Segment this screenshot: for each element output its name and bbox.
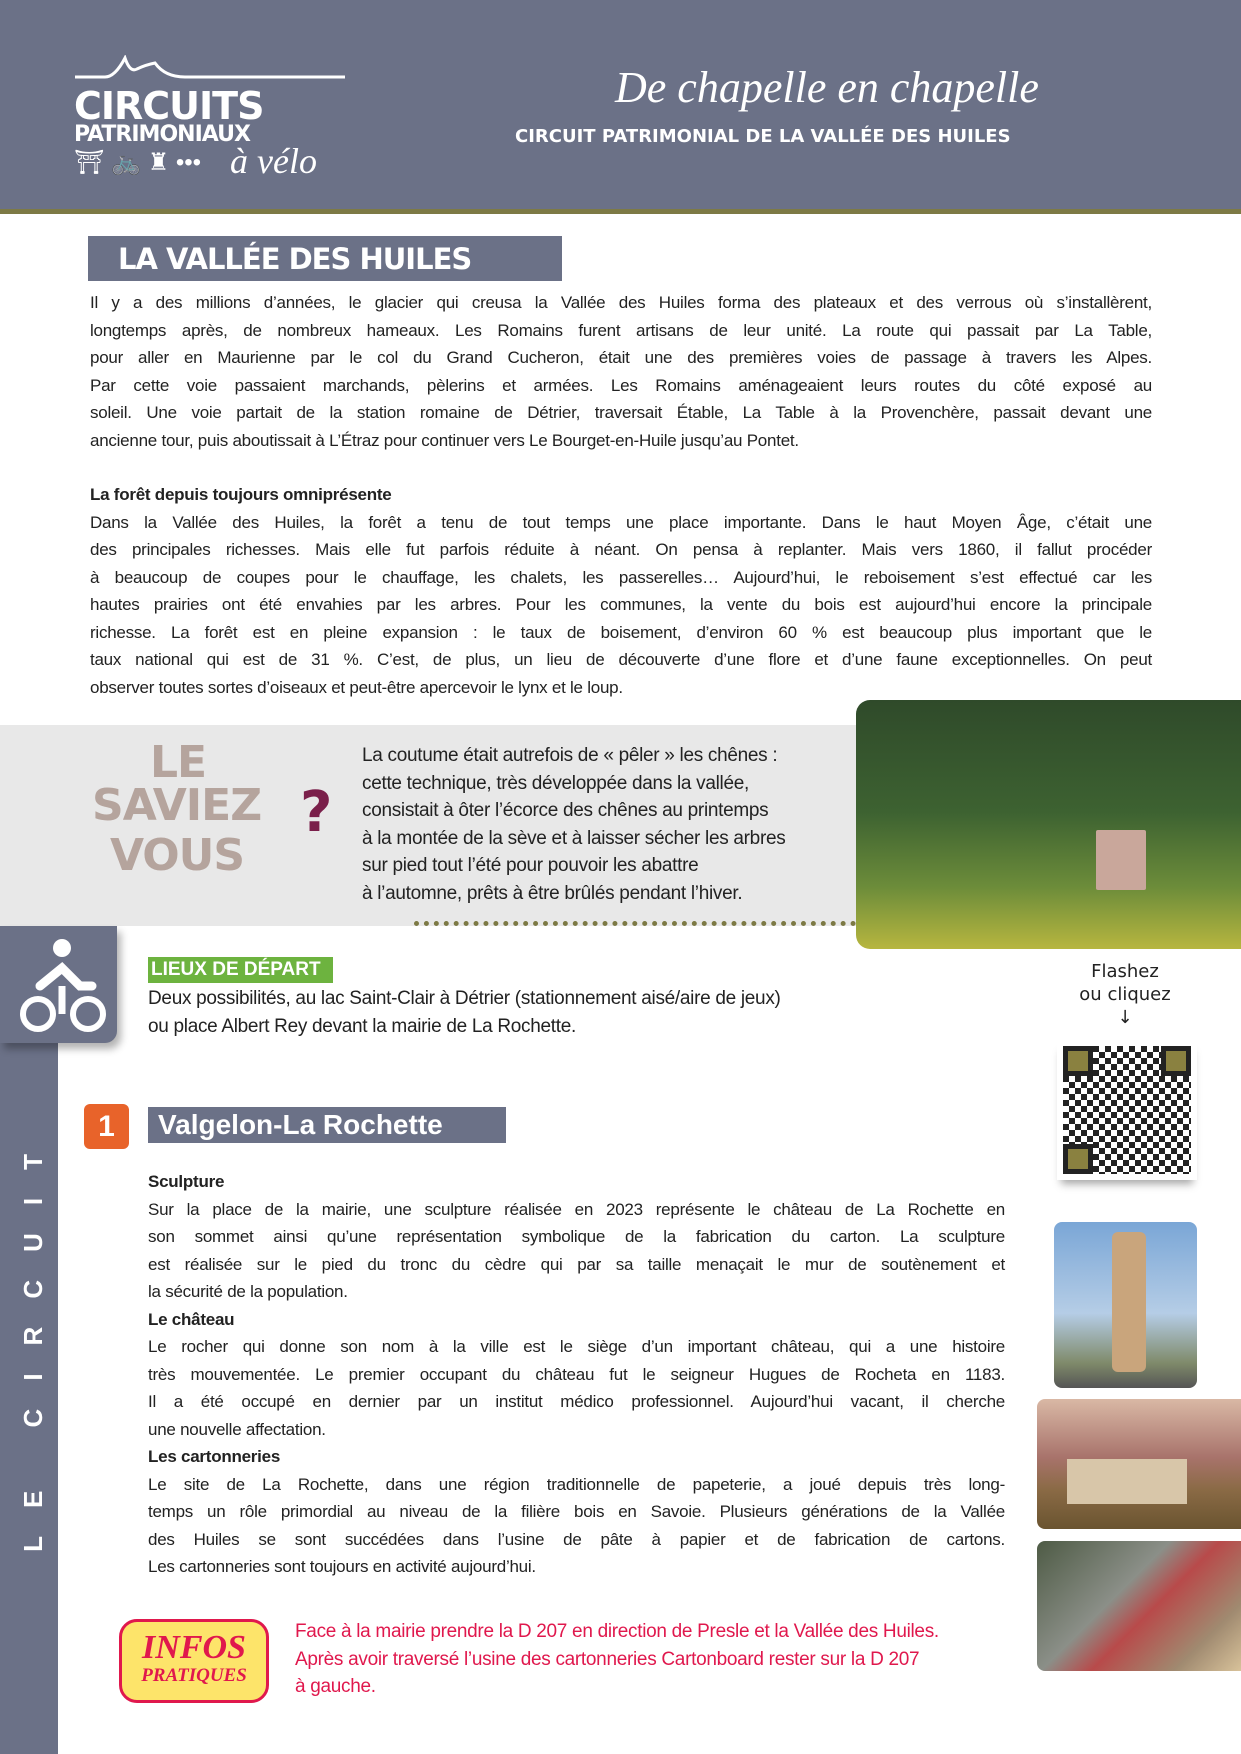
text-line: consistait à ôter l’écorce des chênes au printemps	[362, 800, 769, 821]
text-line: Après avoir traversé l’usine des cartonneries Cartonboard rester sur la D 207	[295, 1648, 920, 1670]
logo-script: à vélo	[230, 141, 317, 181]
infos-text	[295, 1618, 939, 1701]
text-line: Sur la place de la mairie, une sculpture réalisée en 2023 représente le château de La Rochette en	[148, 1199, 1005, 1219]
text-line: Il y a des millions d’années, le glacier qui creusa la Vallée des Huiles forma des plateaux et des verrous où s’installèrent,	[90, 293, 1152, 312]
text-line: richesse. La forêt est en pleine expansion : le taux de boisement, d’environ 60 % est beaucoup plus important que le	[90, 622, 1152, 642]
infos-pratiques-badge	[119, 1619, 269, 1703]
saviez-logo-question: ?	[300, 780, 332, 845]
text-line: soleil. Une voie partait de la station romaine de Détrier, traversait Étable, La Table à la Provenchère, passait devant une	[90, 403, 1152, 422]
text-line: sur pied tout l’été pour pouvoir les abattre	[362, 855, 699, 876]
cartonnerie-aerial-photo	[1037, 1541, 1241, 1671]
qr-caption-2: ou cliquez	[1079, 984, 1171, 1005]
text-line: ancienne tour, puis aboutissait à L’Étraz pour continuer vers Le Bourget-en-Huile jusqu’au Pontet.	[90, 430, 799, 450]
text-line: La coutume était autrefois de « pêler » les chênes :	[362, 745, 778, 766]
logo-patrimoniaux: PATRIMONIAUX	[74, 122, 250, 147]
saviez-vous-box	[0, 725, 856, 926]
castle-photo	[1037, 1399, 1241, 1529]
saviez-logo-vous: VOUS	[110, 830, 245, 881]
text-line: très mouvementée. Le premier occupant du château fut le seigneur Hugues de Rocheta en 1183.	[148, 1364, 1005, 1384]
qr-code[interactable]	[1057, 1040, 1197, 1180]
text-line: Le site de La Rochette, dans une région traditionnelle de papeterie, a joué depuis très long-	[148, 1474, 1005, 1494]
circuit-sidebar	[0, 926, 58, 1754]
text-line: son sommet ainsi qu’une représentation symbolique de la fabrication du carton. La sculpture	[148, 1227, 1005, 1246]
saviez-text	[362, 742, 842, 907]
header-divider	[0, 209, 1241, 214]
infos-badge-1: INFOS	[142, 1629, 246, 1666]
text-line: à l’automne, prêts à être brûlés pendant l’hiver.	[362, 882, 743, 904]
text-line: Il a été occupé en dernier par un institut médico professionnel. Aujourd’hui vacant, il cherche	[148, 1392, 1005, 1411]
bicycle-icon	[0, 926, 117, 1043]
forest-section	[90, 481, 1152, 701]
depart-text	[148, 985, 781, 1040]
text-line: Les cartonneries sont toujours en activité aujourd’hui.	[148, 1557, 536, 1576]
text-line: longtemps après, de nombreux hameaux. Les Romains furent artisans de leur unité. La route qui passait par La Table,	[90, 320, 1152, 340]
forest-chapel-photo	[856, 700, 1241, 949]
chapel-shape	[1096, 830, 1146, 890]
text-line: une nouvelle affectation.	[148, 1419, 326, 1439]
text-line: est réalisée sur le pied du tronc du cèdre qui par sa taille menaçait le mur de soutènement et	[148, 1254, 1005, 1274]
text-line: hautes prairies ont été envahies par les arbres. Pour les communes, la vente du bois est aujourd’hui encore la principale	[90, 595, 1152, 614]
saviez-logo-saviez: SAVIEZ	[92, 780, 262, 831]
intro-title: LA VALLÉE DES HUILES	[88, 236, 562, 281]
text-line: taux national qui est de 31 %. C’est, de plus, un lieu de découverte d’une flore et d’une faune exceptionnelles. On peut	[90, 650, 1152, 669]
header-banner	[0, 0, 1241, 210]
text-line: ou place Albert Rey devant la mairie de La Rochette.	[148, 1015, 576, 1037]
script-title: De chapelle en chapelle	[615, 63, 1039, 112]
saviez-logo-le: LE	[150, 737, 207, 788]
text-line: cette technique, très développée dans la vallée,	[362, 772, 749, 794]
step-body	[148, 1168, 1005, 1581]
text-line: Deux possibilités, au lac Saint-Clair à Détrier (stationnement aisé/aire de jeux)	[148, 988, 781, 1009]
sculpture-photo	[1054, 1222, 1197, 1388]
text-line: des principales richesses. Mais elle fut parfois réduite à néant. On pensa à replanter. Mais vers 1860, il fallut procéder	[90, 540, 1152, 559]
step-subheading: Le château	[148, 1309, 235, 1329]
infos-badge-2: PRATIQUES	[141, 1665, 247, 1686]
step-subheading: Les cartonneries	[148, 1447, 281, 1466]
text-line: Face à la mairie prendre la D 207 en direction de Presle et la Vallée des Huiles.	[295, 1621, 939, 1642]
arrow-down-icon: ↓	[1117, 1007, 1133, 1028]
text-line: pour aller en Maurienne par le col du Grand Cucheron, était une des premières voies de passage à travers les Alpes.	[90, 348, 1152, 367]
text-line: des Huiles se sont succédées dans l’usine de pâte à papier et de fabrication de cartons.	[148, 1529, 1005, 1549]
text-line: temps un rôle primordial au niveau de la filière bois en Savoie. Plusieurs générations de la Vallée	[148, 1502, 1005, 1521]
forest-heading: La forêt depuis toujours omniprésente	[90, 485, 392, 504]
sidebar-vertical-label: LE CIRCUIT	[18, 1126, 48, 1552]
dotted-divider	[414, 921, 856, 926]
intro-paragraph-1	[90, 289, 1152, 454]
text-line: la sécurité de la population.	[148, 1282, 348, 1301]
step-number-badge: 1	[84, 1104, 129, 1149]
logo-circuits: CIRCUITS	[74, 84, 264, 128]
text-line: à la montée de la sève et à laisser sécher les arbres	[362, 827, 786, 849]
depart-label: LIEUX DE DÉPART	[148, 957, 333, 983]
logo-icons: ⛩ 🚲 ♜ •••	[74, 149, 202, 176]
text-line: Par cette voie passaient marchands, pèlerins et armées. Les Romains aménageaient leurs routes du côté exposé au	[90, 375, 1152, 395]
text-line: Dans la Vallée des Huiles, la forêt a tenu de tout temps une place importante. Dans le haut Moyen Âge, c’était une	[90, 512, 1152, 532]
qr-caption-1: Flashez	[1091, 961, 1159, 982]
text-line: à beaucoup de coupes pour le chauffage, les chalets, les passerelles… Aujourd’hui, le reboisement s’est effectué car les	[90, 567, 1152, 587]
subtitle: CIRCUIT PATRIMONIAL DE LA VALLÉE DES HUILES	[515, 126, 1011, 147]
text-line: à gauche.	[295, 1676, 376, 1697]
step-title: Valgelon-La Rochette	[148, 1107, 506, 1143]
mountain-logo-icon	[75, 55, 345, 85]
bicycle-badge	[0, 926, 117, 1043]
qr-caption	[1070, 960, 1180, 1029]
text-line: Le rocher qui donne son nom à la ville est le siège d’un important château, qui a une histoire	[148, 1337, 1005, 1356]
step-subheading: Sculpture	[148, 1172, 225, 1191]
text-line: observer toutes sortes d’oiseaux et peut-être apercevoir le lynx et le loup.	[90, 677, 623, 697]
